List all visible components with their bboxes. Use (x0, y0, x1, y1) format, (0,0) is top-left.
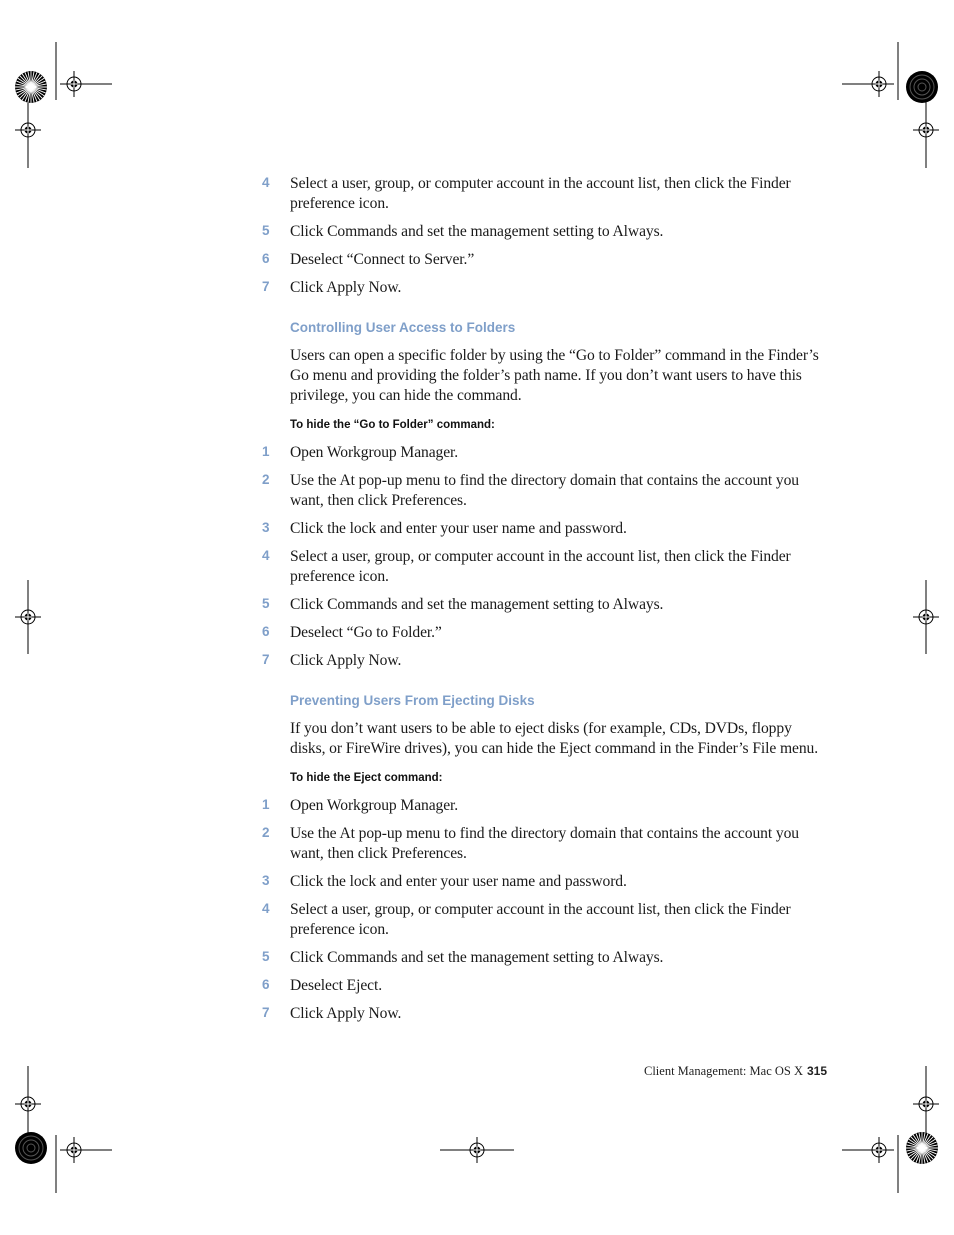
section-paragraph: If you don’t want users to be able to eject disks (for example, CDs, DVDs, floppy disks, or FireWire drives), you can hide the Eject command in the Finder’s File menu. (290, 720, 819, 757)
step-text: Open Workgroup Manager. (290, 444, 459, 461)
section-heading: Preventing Users From Ejecting Disks (290, 693, 535, 708)
step-text: Use the At pop-up menu to find the directory domain that contains the account you want, then click Preferences. (290, 825, 799, 862)
step-text: Click the lock and enter your user name and password. (290, 520, 627, 537)
step-text: Click the lock and enter your user name and password. (290, 873, 627, 890)
footer-chapter: Client Management: Mac OS X (644, 1064, 803, 1078)
step-number: 3 (262, 520, 270, 535)
step-number: 1 (262, 444, 270, 459)
procedure-title: To hide the “Go to Folder” command: (290, 419, 495, 431)
section-heading: Controlling User Access to Folders (290, 320, 516, 335)
step-number: 7 (262, 279, 270, 294)
step-text: Use the At pop-up menu to find the directory domain that contains the account you want, then click Preferences. (290, 472, 799, 509)
step-text: Click Apply Now. (290, 652, 402, 669)
step-number: 5 (262, 949, 270, 964)
step-number: 2 (262, 472, 270, 487)
step-text: Deselect Eject. (290, 977, 383, 994)
step-text: Select a user, group, or computer account in the account list, then click the Finder preference icon. (290, 548, 791, 585)
step-text: Click Apply Now. (290, 1005, 402, 1022)
step-text: Open Workgroup Manager. (290, 797, 459, 814)
step-number: 3 (262, 873, 270, 888)
step-text: Deselect “Go to Folder.” (290, 624, 442, 641)
step-number: 6 (262, 251, 270, 266)
step-number: 4 (262, 175, 270, 190)
step-number: 7 (262, 1005, 270, 1020)
step-text: Click Apply Now. (290, 279, 402, 296)
step-number: 5 (262, 596, 270, 611)
step-number: 5 (262, 223, 270, 238)
page-number: 315 (807, 1064, 828, 1078)
procedure-title: To hide the Eject command: (290, 772, 443, 784)
step-number: 2 (262, 825, 270, 840)
step-number: 6 (262, 977, 270, 992)
step-number: 7 (262, 652, 270, 667)
step-number: 1 (262, 797, 270, 812)
step-number: 4 (262, 901, 270, 916)
step-text: Deselect “Connect to Server.” (290, 251, 475, 268)
step-number: 4 (262, 548, 270, 563)
step-text: Select a user, group, or computer account in the account list, then click the Finder preference icon. (290, 175, 791, 212)
step-text: Click Commands and set the management setting to Always. (290, 596, 664, 613)
step-number: 6 (262, 624, 270, 639)
step-text: Click Commands and set the management setting to Always. (290, 949, 664, 966)
step-text: Click Commands and set the management setting to Always. (290, 223, 664, 240)
section-paragraph: Users can open a specific folder by using the “Go to Folder” command in the Finder’s Go menu and providing the folder’s path name. If you don’t want users to have this privilege, you can hide the command. (290, 347, 819, 404)
step-text: Select a user, group, or computer account in the account list, then click the Finder preference icon. (290, 901, 791, 938)
